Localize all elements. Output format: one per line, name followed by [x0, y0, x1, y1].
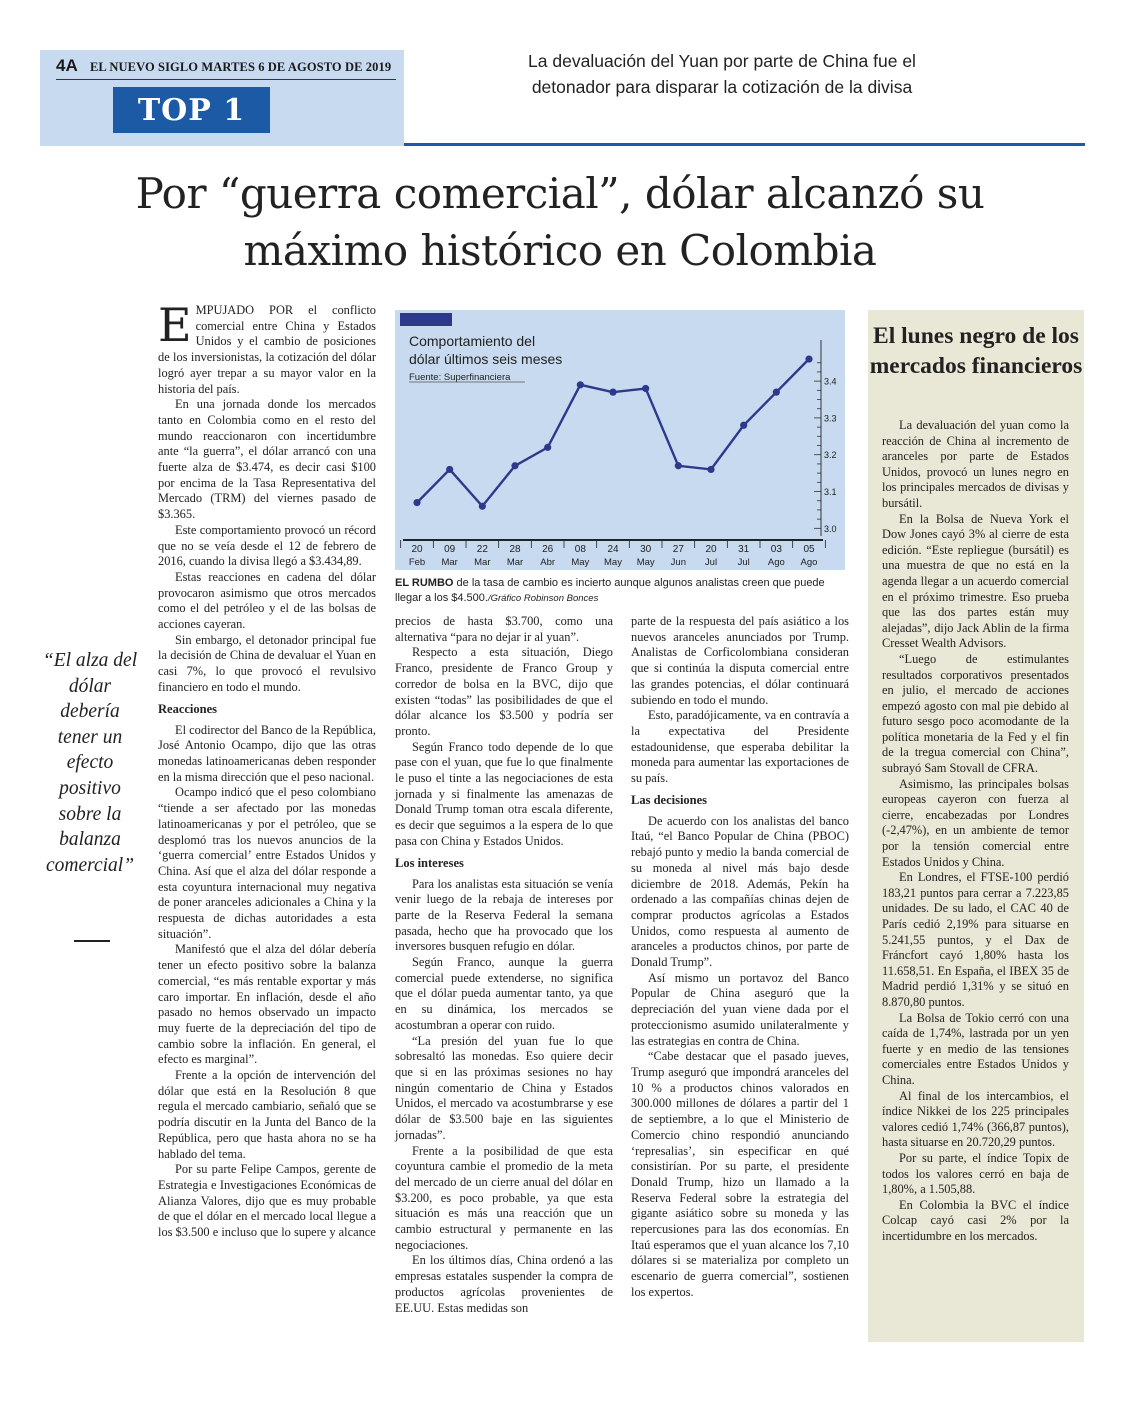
paragraph: precios de hasta $3.700, como una alternativa “para no dejar ir al yuan”. — [395, 614, 613, 644]
data-point — [479, 503, 486, 510]
paragraph: Por su parte Felipe Campos, gerente de Estrategia e Investigaciones Económicas de Alianza Valores, dijo que es muy probable de que el dólar en el mercado local llegue a los $3.500 e incluso que lo supere y alcance — [158, 1162, 376, 1240]
x-tick-day: 28 — [509, 544, 521, 555]
chart-title-line-2: dólar últimos seis meses — [409, 351, 563, 367]
x-tick-month: Jul — [704, 557, 718, 568]
x-tick-day: 30 — [640, 544, 652, 555]
data-point — [707, 466, 714, 473]
data-point — [511, 462, 518, 469]
article-column-2 — [395, 614, 613, 1316]
pull-quote-rule — [74, 940, 110, 942]
data-point — [740, 422, 747, 429]
chart-credit: /Gráfico Robinson Bonces — [487, 593, 599, 604]
data-point — [446, 466, 453, 473]
subheading: Las decisiones — [631, 792, 708, 807]
paragraph: Respecto a esta situación, Diego Franco, presidente de Franco Group y corredor de bolsa en la BVC, dijo que existen “todas” las posibilidades de que el dólar alcance los $3.500 y podría ser pronto. — [395, 645, 613, 738]
x-tick-month: Abr — [540, 557, 556, 568]
x-tick-month: Mar — [474, 557, 491, 568]
subheading: Los intereses — [395, 855, 464, 870]
paragraph: Así mismo un portavoz del Banco Popular de China aseguró que la depreciación del yuan viene dada por el proteccionismo asumido unilateralmente y las estrategias en contra de China. — [631, 970, 849, 1048]
data-point — [675, 462, 682, 469]
paragraph: Esto, paradójicamente, va en contravía a la expectativa del Presidente estadounidense, que esperaba debilitar la moneda para aumentar las exportaciones de su país. — [631, 708, 849, 786]
paragraph: Según Franco todo depende de lo que pase con el yuan, que fue lo que finalmente le puso el tinte a las negociaciones de esta jornada y si finalmente las amenazas de Donald Trump toman otra escala diferente, es decir que seguimos a la espera de lo que pasa con China y Estados Unidos. — [395, 739, 613, 848]
x-tick-month: Ago — [800, 557, 818, 568]
paragraph: Por su parte, el índice Topix de todos los valores cerró en baja de 1,80%, a 1.505,88. — [882, 1150, 1069, 1197]
paragraph: Asimismo, las principales bolsas europeas cayeron con fuerza al cierre, encabezadas por Londres (-2,47%), en un ambiente de temor por la tensión comercial entre Estados Unidos y China. — [882, 776, 1069, 869]
x-tick-month: Jun — [670, 557, 686, 568]
paragraph: La Bolsa de Tokio cerró con una caída de 1,74%, lastrada por un yen fuerte y en medio de las tensiones comerciales entre Estados Unidos y China. — [882, 1010, 1069, 1087]
headline: Por “guerra comercial”, dólar alcanzó su máximo histórico en Colombia — [135, 169, 985, 275]
x-tick-month: Mar — [506, 557, 524, 568]
x-tick-month: May — [604, 557, 622, 568]
paragraph: Sin embargo, el detonador principal fue la decisión de China de devaluar el Yuan en casi 7%, lo que provocó el revulsivo financiero en todo el mundo. — [158, 632, 376, 694]
x-tick-month: Ago — [767, 557, 785, 568]
x-tick-day: 08 — [574, 544, 586, 555]
sidebar-body — [882, 418, 1069, 1244]
paragraph: En una jornada donde los mercados tanto en Colombia como en el resto del mundo reaccionaron con incertidumbre ante “la guerra”, el dólar arrancó con una fuerte alza de $3.474, es decir casi $100 por encima de la Tasa Representativa del Mercado (TRM) del viernes pasado de $3.365. — [158, 397, 376, 522]
y-tick-label: 3.0 — [824, 523, 837, 534]
paper-date-line: EL NUEVO SIGLO MARTES 6 DE AGOSTO DE 2019 — [90, 60, 392, 74]
header-divider — [404, 143, 1085, 146]
data-point — [609, 389, 616, 396]
x-tick-day: 31 — [738, 544, 750, 555]
y-tick-label: 3.4 — [824, 376, 837, 387]
paragraph: En la Bolsa de Nueva York el Dow Jones cayó 3% al cierre de esta edición. “Este repliegue (bursátil) es una muestra de que no está en la agenda llegar a un acuerdo comercial en el próximo trimestre. Eso prueba que las dos partes están muy alejadas”, dijo Jack Ablin de la firma Cresset Wealth Advisors. — [882, 511, 1069, 651]
y-tick-label: 3.1 — [824, 487, 837, 498]
x-tick-day: 27 — [672, 544, 684, 555]
x-tick-month: May — [571, 557, 590, 568]
chart-caption: EL RUMBO de la tasa de cambio es incierto aunque algunos analistas creen que puede llegar a los $4.500./Gráfico Robinson Bonces — [395, 577, 825, 604]
paragraph: Frente a la posibilidad de que esta coyuntura cambie el promedio de la meta del mercado de un cierre anual del dólar en $3.200, es poco probable, ya que esta situación es más una reacción que un cambio estructural y permanente en las negociaciones. — [395, 1143, 613, 1252]
sidebar-title: El lunes negro de los mercados financieros — [869, 323, 1083, 379]
paragraph: El codirector del Banco de la República, José Antonio Ocampo, dijo que las otras monedas latinoamericanas deben responder en la misma dirección que el peso nacional. — [158, 722, 376, 784]
x-tick-month: May — [636, 557, 655, 568]
drop-cap: E — [158, 298, 192, 352]
data-point — [642, 385, 649, 392]
data-point — [805, 355, 812, 362]
exchange-rate-chart — [395, 310, 845, 572]
x-tick-day: 05 — [803, 544, 815, 555]
data-point — [413, 499, 420, 506]
deck-text: La devaluación del Yuan por parte de China fue el detonador para disparar la cotización de la divisa — [528, 51, 916, 97]
x-tick-day: 24 — [607, 544, 619, 555]
paragraph: “La presión del yuan fue lo que sobresaltó las monedas. Eso quiere decir que si en las próximas sesiones no hay ningún comentario de China y Estados Unidos, el mercado va acostumbrarse y ese dólar de $3.500 baje en las siguientes jornadas”. — [395, 1033, 613, 1142]
pull-quote: “El alza del dólar debería tener un efecto positivo sobre la balanza comercial” — [42, 650, 138, 876]
paragraph: Ocampo indicó que el peso colombiano “tiende a ser afectado por las monedas latinoamericanas y por el petróleo, que se desplomó tras los nuevos anuncios de la ‘guerra comercial’ entre Estados Unidos y China. Así que el alza del dólar responde a esta coyuntura internacional muy negativa de poner aranceles adicionales a China y la respuesta de dichas autoridades a esta situación”. — [158, 785, 376, 941]
paragraph: Según Franco, aunque la guerra comercial puede extenderse, no significa que el dólar pueda aumentar tanto, ya que en su dinámica, los mercados se acostumbran a operar con ruido. — [395, 955, 613, 1032]
x-tick-day: 26 — [542, 544, 554, 555]
x-tick-day: 20 — [705, 544, 717, 555]
paragraph: “Luego de estimulantes resultados corporativos presentados en julio, el mercado de acciones empezó agosto con mal pie debido al futuro sesgo poco acomodante de la política monetaria de la Fed y el fin de la tregua comercial con China”, subrayó Sam Stovall de CFRA. — [882, 651, 1069, 776]
article-column-3 — [631, 614, 849, 1301]
article-column-1 — [158, 298, 376, 1241]
x-tick-day: 03 — [770, 544, 782, 555]
paragraph: En Londres, el FTSE-100 perdió 183,21 puntos para cerrar a 7.223,85 unidades. De su lado, el CAC 40 de París cedió 2,19% para situarse en 5.241,55 puntos, y el Dax de Fráncfort cayó 1,80% hasta los 11.658,51. En España, el IBEX 35 de Madrid perdió 1,31% y se situó en 8.870,80 puntos. — [882, 870, 1069, 1009]
x-tick-day: 22 — [476, 544, 488, 555]
paragraph: Este comportamiento provocó un récord que no se veía desde el 12 de febrero de 2016, cuando la divisa llegó a $3.434,89. — [158, 522, 376, 569]
data-point — [773, 389, 780, 396]
chart-source: Fuente: Superfinanciera — [409, 372, 511, 383]
y-tick-label: 3.2 — [824, 450, 837, 461]
lead-paragraph: EMPUJADO POR el conflicto comercial entre China y Estados Unidos y el cambio de posiciones de los inversionistas, la cotización del dólar logró ayer trepar a su mayor valor en la historia del país. — [158, 298, 376, 396]
x-tick-month: Mar — [441, 557, 458, 568]
section-badge: TOP 1 — [113, 87, 270, 133]
paragraph: En los últimos días, China ordenó a las empresas estatales suspender la compra de productos agrícolas provenientes de EE.UU. Estas medidas son — [395, 1253, 613, 1315]
paragraph: Estas reacciones en cadena del dólar provocaron asimismo que otros mercados como el del petróleo y el de las bolsas de acciones cayeran. — [158, 569, 376, 632]
x-tick-day: 09 — [444, 544, 456, 555]
paragraph: Manifestó que el alza del dólar debería tener un efecto positivo sobre la balanza comercial, “es más rentable exportar y más caro importar. En inflación, desde el año pasado no hemos observado un impacto muy fuerte de la depreciación del tipo de cambio sobre la inflación. En general, el efecto es marginal”. — [158, 942, 376, 1067]
y-tick-label: 3.3 — [824, 413, 837, 424]
page-number: 4A — [56, 56, 78, 75]
paragraph: De acuerdo con los analistas del banco Itaú, “el Banco Popular de China (PBOC) rebajó punto y medio la banda comercial de su moneda al nivel más bajo desde diciembre de 2018. Además, Pekín ha ordenado a las compañías chinas dejen de comprar productos agrícolas a Estados Unidos, como respuesta al aumento de aranceles a productos chinos, por parte de Donald Trump”. — [631, 813, 849, 970]
chart-title-bar — [400, 313, 452, 326]
header-rule — [56, 79, 396, 80]
paragraph: “Cabe destacar que el pasado jueves, Trump aseguró que impondrá aranceles del 10 % a productos chinos valorados en 300.000 millones de dólares a partir del 1 de septiembre, a lo que el Ministerio de Comercio chino respondió anunciando ‘represalias’, sin especificar en qué consistirían. Por su parte, el presidente Donald Trump, hizo un llamado a la Reserva Federal sobre la estrategia del gigante asiático sobre su moneda y las repercusiones para las dos economías. En Itaú esperamos que el yuan alcance los 7,10 dólares si se materializa por completo un escenario de guerra comercial”, sostienen los expertos. — [631, 1049, 849, 1299]
chart-title-line-1: Comportamiento del — [409, 333, 536, 349]
x-tick-month: Jul — [737, 557, 750, 568]
subheading: Reacciones — [158, 701, 218, 716]
paragraph: Al final de los intercambios, el índice Nikkei de los 225 principales valores cedió 1,74% (366,87 puntos), hasta situarse en 20.720,29 puntos. — [882, 1088, 1069, 1150]
data-point — [577, 381, 584, 388]
paragraph: En Colombia la BVC el índice Colcap cayó casi 2% por la incertidumbre en los mercados. — [882, 1197, 1069, 1243]
paragraph: Para los analistas esta situación se venía venir luego de la rebaja de intereses por parte de la Reserva Federal la semana pasada, hecho que ha provocado que los inversores busquen refugio en dólar. — [395, 876, 613, 954]
x-tick-day: 20 — [411, 544, 423, 555]
data-point — [544, 444, 551, 451]
paragraph: Frente a la opción de intervención del dólar que está en la Resolución 8 que regula el mercado cambiario, señaló que se podría discutir en la Junta del Banco de la República, pero que hasta ahora no se ha hablado del tema. — [158, 1068, 376, 1161]
paragraph: La devaluación del yuan como la reacción de China al incremento de aranceles por parte de Estados Unidos, provocó un lunes negro en los principales mercados de divisas y bursátil. — [882, 418, 1069, 510]
paragraph: parte de la respuesta del país asiático a los nuevos aranceles anunciados por Trump. Analistas de Corficolombiana consideran que si continúa la disputa comercial entre las grandes potencias, el dólar continuará subiendo en todo el mundo. — [631, 614, 849, 707]
x-tick-month: Feb — [408, 557, 426, 568]
